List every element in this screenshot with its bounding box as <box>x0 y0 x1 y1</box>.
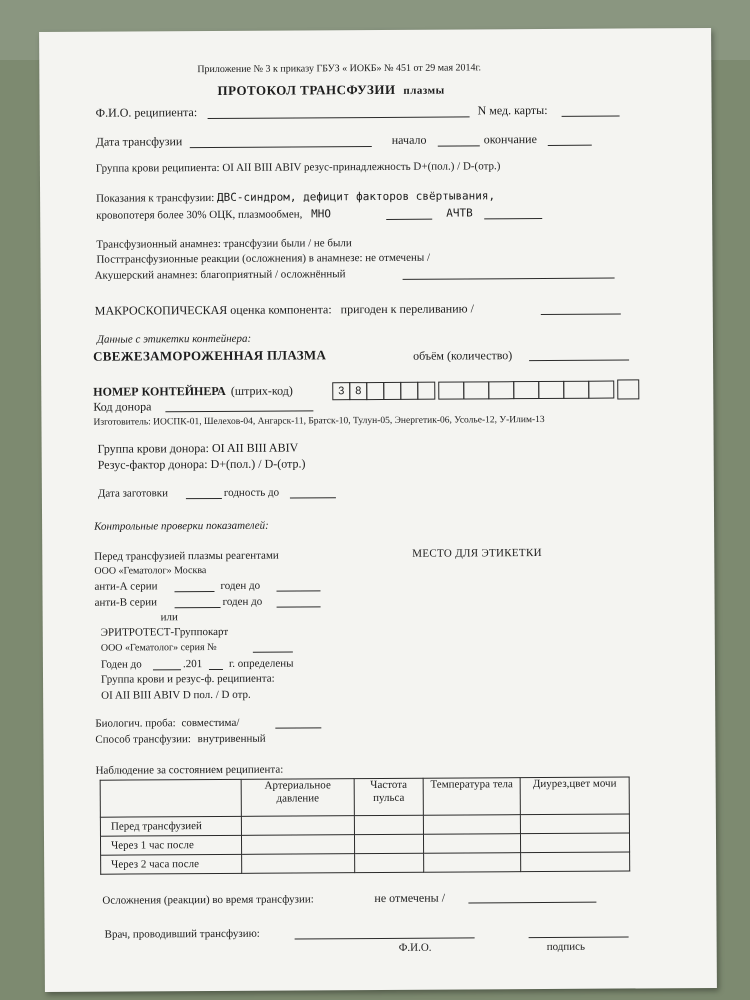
macro-assessment-field[interactable] <box>541 314 621 315</box>
table-cell[interactable] <box>520 833 629 853</box>
prefix-cell[interactable] <box>383 382 401 400</box>
code-cell[interactable] <box>563 381 589 399</box>
mno-field[interactable] <box>386 219 432 220</box>
code-cell[interactable] <box>438 381 464 399</box>
prefix-cell[interactable] <box>366 382 384 400</box>
donor-blood-group: Группа крови донора: OI AII BIII ABIV <box>97 440 299 456</box>
fio-caption: Ф.И.О. <box>398 941 432 954</box>
obstetric-anamnesis-field[interactable] <box>403 278 615 280</box>
container-code-boxes <box>439 381 614 400</box>
hematolog-series-label: ООО «Гематолог» серия № <box>100 641 217 654</box>
container-prefix-boxes <box>333 382 435 401</box>
macro-assessment: МАКРОСКОПИЧЕСКАЯ оценка компонента: пригоден к переливанию / <box>94 301 474 318</box>
doctor-label: Врач, проводивший трансфузию: <box>104 927 260 941</box>
transfusion-method: Способ трансфузии: внутривенный <box>95 732 266 746</box>
protocol-sheet <box>39 28 717 992</box>
card-number-label: N мед. карты: <box>477 102 548 118</box>
label-placeholder: МЕСТО ДЛЯ ЭТИКЕТКИ <box>412 547 542 560</box>
bio-probe-field[interactable] <box>275 727 321 728</box>
table-cell[interactable] <box>424 853 521 873</box>
volume-label: объём (количество) <box>413 348 513 363</box>
appendix-note: Приложение № 3 к приказу ГБУЗ « ИОКБ» № 451 от 29 мая 2014г. <box>197 62 482 76</box>
achtv-field[interactable] <box>484 218 542 219</box>
anti-b-series-field[interactable] <box>175 607 221 608</box>
valid-until-201-label: Годен до <box>100 658 142 671</box>
recipient-fio-field[interactable] <box>208 116 470 119</box>
prefix-cell[interactable] <box>417 382 435 400</box>
end-time-label: окончание <box>483 132 537 147</box>
container-number-label: НОМЕР КОНТЕЙНЕРА (штрих-код) <box>93 383 293 399</box>
hematolog-series-field[interactable] <box>253 652 293 653</box>
product-name: СВЕЖЕЗАМОРОЖЕННАЯ ПЛАЗМА <box>93 347 327 364</box>
table-cell[interactable] <box>423 815 520 835</box>
recipient-blood-group: Группа крови реципиента: OI AII BIII ABIV резус-принадлежность D+(пол.) / D-(отр.) <box>95 160 501 175</box>
doctor-signature-field[interactable] <box>529 936 629 938</box>
indications-line-2: кровопотеря более 30% ОЦК, плазмообмен, МНО <box>96 207 332 222</box>
obstetric-anamnesis: Акушерский анамнез: благоприятный / осложнённый <box>94 268 346 282</box>
prefix-cell[interactable] <box>400 382 418 400</box>
check-digit-box[interactable] <box>617 379 639 399</box>
anti-b-valid-field[interactable] <box>277 606 321 607</box>
signature-caption: подпись <box>546 940 586 953</box>
year-field[interactable] <box>209 669 223 670</box>
table-header-cell: Диурез,цвет мочи <box>520 777 629 815</box>
preparation-date-field[interactable] <box>186 498 222 499</box>
table-header-cell: Частота пульса <box>354 778 423 815</box>
table-cell[interactable] <box>521 852 630 872</box>
group-options: OI AII BIII ABIV D пол. / D отр. <box>101 688 251 702</box>
table-row-label: Через 1 час после <box>100 835 241 855</box>
complications-value: не отмечены / <box>374 890 446 906</box>
achtv-label: АЧТВ <box>446 206 473 220</box>
table-cell[interactable] <box>354 815 423 834</box>
preparation-date-label: Дата заготовки <box>97 487 169 500</box>
observation-heading: Наблюдение за состоянием реципиента: <box>95 763 284 777</box>
reagents-line-1: Перед трансфузией плазмы реагентами <box>94 549 279 563</box>
prefix-cell[interactable]: 8 <box>349 382 367 400</box>
reagents-line-2: ООО «Гематолог» Москва <box>94 565 207 577</box>
end-time-field[interactable] <box>548 145 592 146</box>
table-cell[interactable] <box>242 854 355 874</box>
container-label-heading: Данные с этикетки контейнера: <box>96 332 252 346</box>
code-cell[interactable] <box>538 381 564 399</box>
year-201-label: .201 <box>182 658 203 671</box>
code-cell[interactable] <box>463 381 489 399</box>
determined-label: г. определены <box>228 657 294 670</box>
table-row-label: Через 2 часа после <box>101 854 242 874</box>
observation-table <box>100 776 631 874</box>
anti-b-label: анти-В серии <box>94 596 157 609</box>
table-cell[interactable] <box>241 816 354 836</box>
prefix-cell[interactable]: 3 <box>332 382 350 400</box>
doctor-fio-field[interactable] <box>295 937 475 939</box>
code-cell[interactable] <box>513 381 539 399</box>
erythrotest-label: ЭРИТРОТЕСТ-Группокарт <box>100 625 229 639</box>
table-header-cell: Артериальное давление <box>241 779 354 817</box>
complications-label: Осложнения (реакции) во время трансфузии: <box>102 893 314 907</box>
anti-b-valid-label: годен до <box>222 595 263 608</box>
control-checks-heading: Контрольные проверки показателей: <box>94 519 269 533</box>
table-cell[interactable] <box>354 834 423 853</box>
group-rh-recipient-label: Группа крови и резус-ф. реципиента: <box>100 672 275 686</box>
anti-a-series-field[interactable] <box>174 591 214 592</box>
bio-probe: Биологич. проба: совместима/ <box>95 716 240 730</box>
transfusion-date-label: Дата трансфузии <box>95 134 183 149</box>
table-row-label: Перед трансфузией <box>100 816 241 836</box>
donor-code-label: Код донора <box>93 399 152 414</box>
table-header-row <box>100 777 629 817</box>
or-label: или <box>160 611 178 624</box>
card-number-field[interactable] <box>562 116 620 117</box>
table-header-cell: Температура тела <box>423 778 520 816</box>
transfusion-date-field[interactable] <box>190 146 372 148</box>
valid-until-day-field[interactable] <box>153 669 181 670</box>
donor-code-field[interactable] <box>165 410 313 412</box>
anti-a-label: анти-А серии <box>94 580 158 593</box>
post-transfusion-reactions: Посттрансфузионные реакции (осложнения) в анамнезе: не отмечены / <box>96 251 431 266</box>
manufacturer-list: Изготовитель: ИОСПК-01, Шелехов-04, Ангарск-11, Братск-10, Тулун-05, Энергетик-06, Усолье-12, У-Илим-13 <box>93 414 545 428</box>
volume-field[interactable] <box>529 359 629 361</box>
table-row <box>101 852 630 874</box>
complications-field[interactable] <box>468 902 596 904</box>
recipient-fio-label: Ф.И.О. реципиента: <box>95 105 198 120</box>
table-cell[interactable] <box>520 814 629 834</box>
code-cell[interactable] <box>588 381 614 399</box>
table-cell[interactable] <box>423 834 520 854</box>
anti-a-valid-label: годен до <box>220 579 261 592</box>
page-title: ПРОТОКОЛ ТРАНСФУЗИИ плазмы <box>217 81 445 98</box>
donor-rh-factor: Резус-фактор донора: D+(пол.) / D-(отр.) <box>97 456 306 472</box>
transfusion-anamnesis: Трансфузионный анамнез: трансфузии были / не были <box>96 237 352 251</box>
indications-line-1: Показания к трансфузии: ДВС-синдром, дефицит факторов свёртывания, <box>96 189 496 205</box>
start-time-label: начало <box>391 132 427 147</box>
code-cell[interactable] <box>488 381 514 399</box>
table-cell[interactable] <box>355 853 424 872</box>
table-cell[interactable] <box>241 835 354 855</box>
anti-a-valid-field[interactable] <box>276 590 320 591</box>
validity-field[interactable] <box>290 497 336 498</box>
start-time-field[interactable] <box>438 145 480 146</box>
validity-label: годность до <box>223 486 280 499</box>
table-header-cell <box>100 779 241 817</box>
